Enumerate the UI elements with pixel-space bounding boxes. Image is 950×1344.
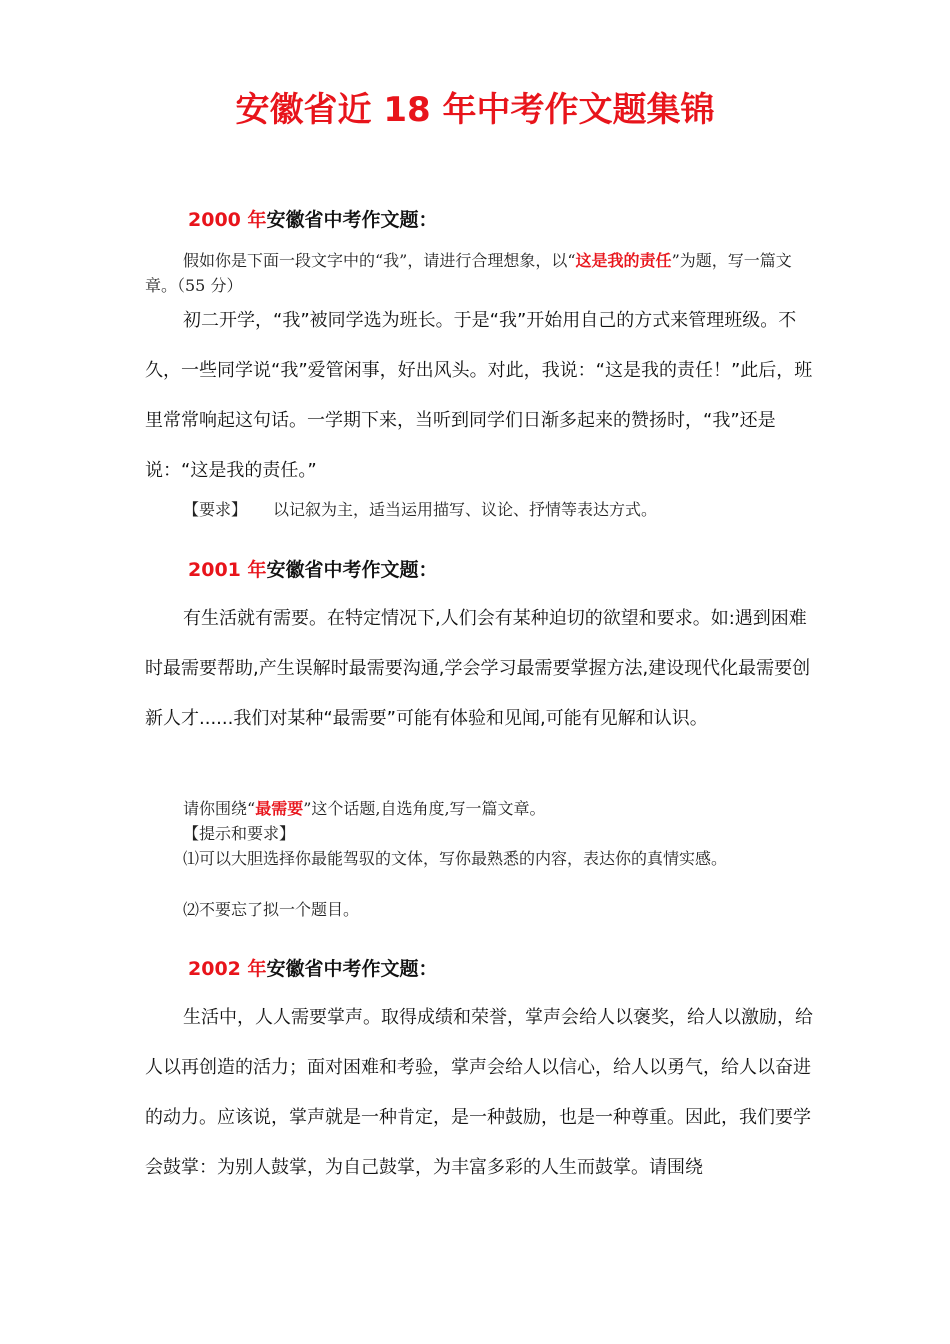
section-year: 2001 年 bbox=[188, 559, 267, 581]
section-heading-text: 安徽省中考作文题： bbox=[266, 958, 438, 980]
prompt-text: ”这个话题,自选角度,写一篇文章。 bbox=[303, 799, 546, 818]
material-passage-2000: 初二开学，“我”被同学选为班长。于是“我”开始用自己的方式来管理班级。不久，一些同学说“我”爱管闲事，好出风头。对此，我说：“这是我的责任！”此后，班里常常响起这句话。一学期下来，当听到同学们日渐多起来的赞扬时，“我”还是说：“这是我的责任。” bbox=[145, 310, 813, 481]
section-heading-text: 安徽省中考作文题： bbox=[266, 209, 438, 231]
requirement-label: 【要求】 bbox=[183, 500, 248, 519]
section-heading-2002 bbox=[188, 955, 438, 983]
page-title: 安徽省近 18 年中考作文题集锦 bbox=[235, 90, 715, 130]
tips-label-2001: 【提示和要求】 bbox=[183, 824, 296, 843]
essay-topic-highlight: 最需要 bbox=[255, 799, 304, 818]
material-passage-2002: 生活中，人人需要掌声。取得成绩和荣誉，掌声会给人以褒奖，给人以激励，给人以再创造的活力；面对困难和考验，掌声会给人以信心，给人以勇气，给人以奋进的动力。应该说，掌声就是一种肯定，是一种鼓励，也是一种尊重。因此，我们要学会鼓掌：为别人鼓掌，为自己鼓掌，为丰富多彩的人生而鼓掌。请围绕 bbox=[145, 1007, 813, 1178]
section-year: 2000 年 bbox=[188, 209, 267, 231]
material-passage-2001: 有生活就有需要。在特定情况下,人们会有某种迫切的欲望和要求。如:遇到困难时最需要帮助,产生误解时最需要沟通,学会学习最需要掌握方法,建设现代化最需要创新人才......我们对某种“最需要”可能有体验和见闻,可能有见解和认识。 bbox=[145, 608, 811, 729]
tip-1-2001: ⑴可以大胆选择你最能驾驭的文体，写你最熟悉的内容，表达你的真情实感。 bbox=[183, 849, 728, 868]
requirement-text: 以记叙为主，适当运用描写、议论、抒情等表达方式。 bbox=[273, 500, 658, 519]
prompt-text: ”为题，写一篇文章。（55 分） bbox=[145, 251, 792, 295]
essay-prompt-2000 bbox=[145, 248, 810, 298]
essay-prompt-2001 bbox=[145, 796, 810, 821]
essay-topic-highlight: 这是我的责任 bbox=[575, 251, 672, 270]
section-heading-2001 bbox=[188, 556, 438, 584]
section-year: 2002 年 bbox=[188, 958, 267, 980]
section-heading-text: 安徽省中考作文题： bbox=[266, 559, 438, 581]
prompt-text: 请你围绕“ bbox=[183, 799, 256, 818]
tip-2-2001: ⑵不要忘了拟一个题目。 bbox=[183, 900, 360, 919]
requirement-2000 bbox=[183, 497, 657, 522]
section-heading-2000 bbox=[188, 206, 438, 234]
prompt-text: 假如你是下面一段文字中的“我”，请进行合理想象，以“ bbox=[183, 251, 576, 270]
